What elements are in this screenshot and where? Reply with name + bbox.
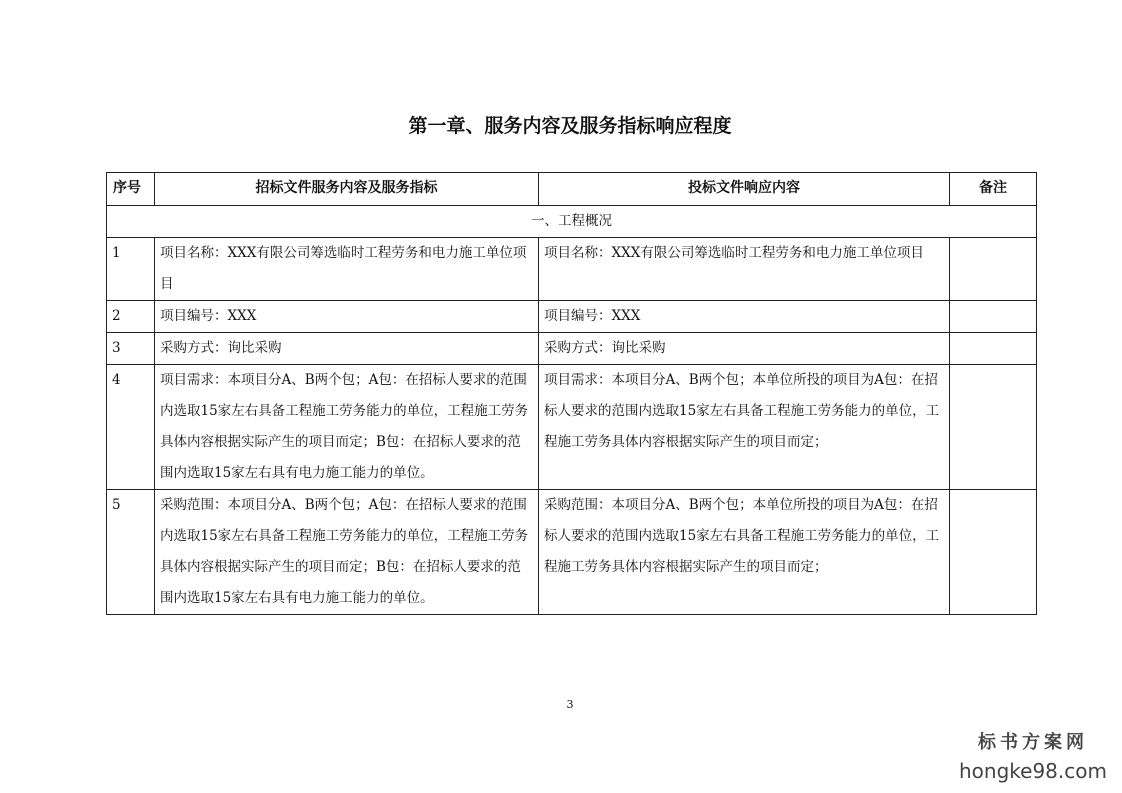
table-row (107, 490, 1037, 615)
row-requirement: 项目需求：本项目分A、B两个包；A包：在招标人要求的范围内选取15家左右具备工程施工劳务能力的单位，工程施工劳务具体内容根据实际产生的项目而定；B包：在招标人要求的范围内选取15家左右具有电力施工能力的单位。 (155, 365, 539, 490)
row-num: 1 (107, 238, 155, 301)
header-remark: 备注 (950, 173, 1037, 206)
row-num: 5 (107, 490, 155, 615)
table-row (107, 365, 1037, 490)
row-num: 3 (107, 333, 155, 365)
header-response: 投标文件响应内容 (539, 173, 950, 206)
row-requirement: 项目编号：XXX (155, 301, 539, 333)
row-requirement: 采购方式：询比采购 (155, 333, 539, 365)
row-response: 项目名称：XXX有限公司筹选临时工程劳务和电力施工单位项目 (539, 238, 950, 301)
row-requirement: 项目名称：XXX有限公司筹选临时工程劳务和电力施工单位项目 (155, 238, 539, 301)
row-response: 采购范围：本项目分A、B两个包；本单位所投的项目为A包：在招标人要求的范围内选取15家左右具备工程施工劳务能力的单位，工程施工劳务具体内容根据实际产生的项目而定； (539, 490, 950, 615)
table-row (107, 333, 1037, 365)
row-requirement: 采购范围：本项目分A、B两个包；A包：在招标人要求的范围内选取15家左右具备工程施工劳务能力的单位，工程施工劳务具体内容根据实际产生的项目而定；B包：在招标人要求的范围内选取15家左右具有电力施工能力的单位。 (155, 490, 539, 615)
table-header-row (107, 173, 1037, 206)
service-spec-table (106, 172, 1037, 615)
row-num: 4 (107, 365, 155, 490)
document-title: 第一章、服务内容及服务指标响应程度 (408, 115, 732, 137)
header-num: 序号 (107, 173, 155, 206)
row-response: 项目需求：本项目分A、B两个包；本单位所投的项目为A包：在招标人要求的范围内选取15家左右具备工程施工劳务能力的单位，工程施工劳务具体内容根据实际产生的项目而定； (539, 365, 950, 490)
section-row (107, 206, 1037, 238)
page-number: 3 (566, 698, 574, 711)
row-response: 项目编号：XXX (539, 301, 950, 333)
row-num: 2 (107, 301, 155, 333)
row-remark (950, 365, 1037, 490)
row-response: 采购方式：询比采购 (539, 333, 950, 365)
header-requirement: 招标文件服务内容及服务指标 (155, 173, 539, 206)
table-row (107, 238, 1037, 301)
watermark-name: 标书方案网 (978, 732, 1088, 753)
row-remark (950, 490, 1037, 615)
table-row (107, 301, 1037, 333)
row-remark (950, 333, 1037, 365)
row-remark (950, 238, 1037, 301)
row-remark (950, 301, 1037, 333)
watermark-url: hongke98.com (959, 759, 1107, 783)
section-title: 一、工程概况 (107, 206, 1037, 238)
